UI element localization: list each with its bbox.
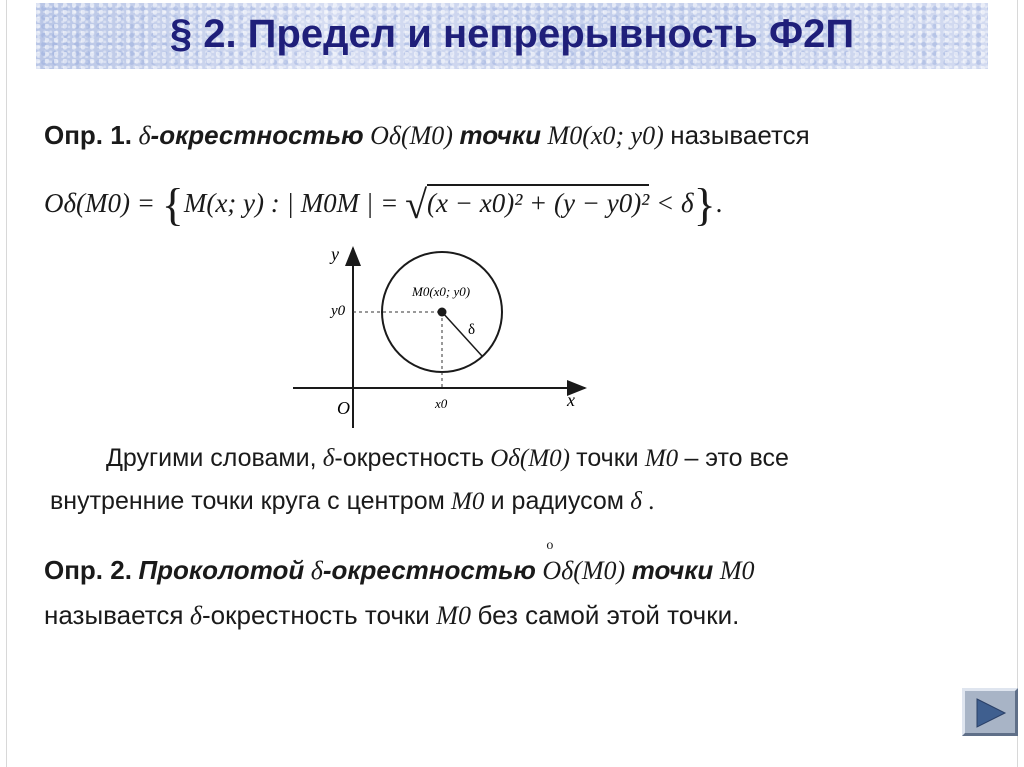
paragraph-line-2 — [50, 487, 654, 516]
close-brace: } — [693, 179, 716, 230]
punctured-mark: o — [546, 538, 554, 553]
def2-delta-2: δ — [189, 601, 203, 630]
formula-rhs: < δ — [656, 188, 694, 218]
def2-notation: Oδ(M0) — [542, 556, 626, 585]
def1-term: -окрестностью — [150, 120, 364, 150]
para-text-4: – это все — [684, 444, 789, 472]
origin-label: O — [337, 398, 350, 418]
para-end: . — [648, 488, 655, 515]
y0-label: y0 — [331, 303, 346, 319]
formula-set: M(x; y) : | M0M | = — [183, 188, 399, 218]
def1-label: Опр. 1. — [44, 120, 132, 150]
title-bar — [36, 3, 988, 69]
def2-term-1: Проколотой — [138, 555, 305, 585]
sqrt-sign: √ — [405, 182, 428, 227]
def1-delta: δ — [138, 121, 151, 150]
def1-verb: называется — [670, 120, 810, 150]
def1-of-point: точки — [459, 120, 542, 150]
def2-text-1: называется — [44, 600, 184, 630]
def2-line-1 — [44, 538, 755, 586]
center-label: M0(x0; y0) — [412, 284, 471, 299]
para-text-2: -окрестность — [334, 444, 484, 472]
para-text-3: точки — [576, 444, 639, 472]
def1-notation: Oδ(M0) — [370, 121, 453, 150]
y-axis-label: y — [331, 244, 339, 264]
para-text-5: внутренние точки круга с центром — [50, 487, 445, 515]
def2-line-2 — [44, 600, 739, 631]
def2-delta: δ — [310, 556, 323, 585]
formula-lhs: Oδ(M0) = — [44, 188, 155, 218]
para-text-1: Другими словами, — [106, 444, 317, 472]
def2-text-3: без самой этой точки. — [477, 600, 740, 630]
x0-label: x0 — [435, 396, 448, 411]
slide-title: § 2. Предел и непрерывность Ф2П — [169, 12, 855, 56]
formula-end: . — [715, 188, 723, 218]
def1-formula — [44, 178, 722, 231]
para-notation: Oδ(M0) — [490, 445, 570, 472]
def2-label: Опр. 2. — [44, 555, 132, 585]
def2-term-2: -окрестностью — [322, 555, 536, 585]
para-delta-1: δ — [322, 445, 335, 472]
def2-point: M0 — [719, 556, 755, 585]
para-delta-2: δ — [630, 488, 642, 515]
play-right-icon — [973, 697, 1009, 729]
def2-point-2: M0 — [436, 601, 471, 630]
para-text-6: и радиусом — [490, 487, 624, 515]
def2-text-2: -окрестность точки — [202, 600, 430, 630]
neighborhood-diagram — [285, 238, 605, 433]
para-point-2: M0 — [451, 488, 485, 515]
radius-line — [442, 312, 482, 356]
next-slide-button[interactable] — [962, 688, 1018, 736]
radius-label: δ — [468, 322, 476, 338]
def1-point: M0(x0; y0) — [547, 121, 664, 150]
def1-line — [44, 120, 810, 151]
def2-of-point: точки — [631, 555, 714, 585]
center-point — [438, 308, 447, 317]
x-axis-label: x — [567, 390, 575, 410]
open-brace: { — [161, 179, 184, 230]
def2-notation-wrap — [542, 538, 626, 586]
para-point-1: M0 — [644, 445, 679, 472]
paragraph-line-1 — [106, 444, 789, 473]
formula-sqrt: (x − x0)² + (y − y0)² — [427, 184, 649, 218]
